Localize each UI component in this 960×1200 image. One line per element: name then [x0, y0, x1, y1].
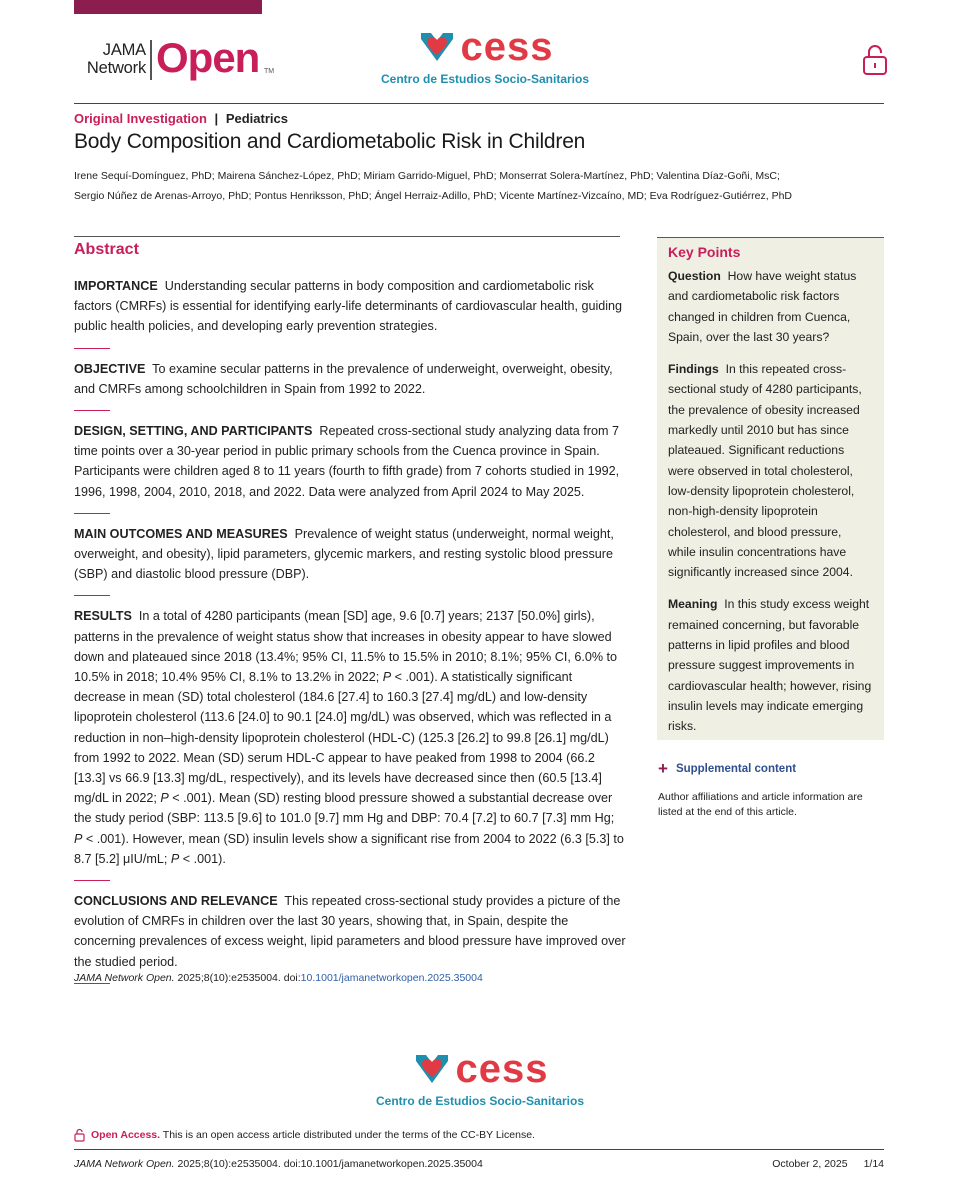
results-text-a: In a total of 4280 participants (mean [SD] age, 9.6 [0.7] years; 2137 [50.0%] girls), patterns in the prevalence of weight status show that increases in obesity appear to have slowed down and plateaued since 2018 (13.4%; 95% CI, 11.5% to 15.5% in 2010; 8.1%; 95% CI, 6.0% to 10.5% in 2018; 10.4% 95% CI, 8.1% to 13.2% in 2022; — [74, 609, 618, 685]
footer-citation — [74, 1158, 483, 1170]
footer-right — [700, 1158, 884, 1170]
section-divider — [74, 880, 110, 881]
findings-text: In this repeated cross-sectional study of 4280 participants, the prevalence of obesity increased markedly until 2010 but has since plateaued. Significant reductions were observed in total cholesterol, low-density lipoprotein cholesterol, non-high-density lipoprotein cholesterol, and blood pressure, while insulin concentrations have significantly increased since 2004. — [668, 362, 862, 580]
results-p-value: P — [382, 670, 392, 685]
logo-network-text: Network — [86, 59, 146, 77]
unlock-icon[interactable] — [862, 44, 888, 76]
logo-jama-text: JAMA — [102, 41, 146, 59]
section-separator: | — [214, 111, 219, 126]
article-subcategory: Pediatrics — [225, 111, 288, 126]
section-divider — [74, 595, 110, 596]
objective-label: OBJECTIVE — [74, 361, 146, 376]
results-label: RESULTS — [74, 609, 132, 624]
meaning-text: In this study excess weight remained concerning, but favorable patterns in lipid profiles and blood pressure suggest improvements in cardiovascular health; however, rising insulin levels may indicate emerging risks. — [668, 597, 872, 734]
question-label: Question — [668, 269, 721, 283]
abstract-conclusions — [74, 891, 626, 972]
jama-network-open-logo — [74, 34, 284, 82]
outcomes-label: MAIN OUTCOMES AND MEASURES — [74, 526, 288, 541]
key-points-question — [668, 266, 872, 347]
abstract-outcomes — [74, 524, 626, 585]
abstract-design — [74, 421, 626, 502]
cess-subtitle: Centro de Estudios Socio-Sanitarios — [375, 1094, 585, 1108]
design-text: Repeated cross-sectional study analyzing data from 7 time points over a 30-year period in public primary schools from the Cuenca province in Spain. Participants were children aged 8 to 11 years (fourth to fifth grade) from 7 cohorts studied in 1992, 1996, 1998, 2004, 2010, 2018, and 2022. Data were analyzed from April 2024 to May 2025. — [74, 424, 620, 499]
results-p-value: P — [170, 851, 180, 866]
section-divider — [74, 348, 110, 349]
design-label: DESIGN, SETTING, AND PARTICIPANTS — [74, 424, 313, 439]
findings-label: Findings — [668, 362, 719, 377]
open-access-label[interactable]: Open Access. — [91, 1129, 161, 1141]
results-text-e: < .001). — [179, 851, 226, 866]
article-citation — [74, 972, 483, 984]
citation-ref: 2025;8(10):e2535004. doi: — [174, 972, 301, 984]
footer-divider — [74, 1149, 884, 1150]
abstract-top-rule — [74, 236, 620, 237]
logo-trademark: TM — [264, 68, 275, 75]
open-access-text: This is an open access article distributed under the terms of the CC-BY License. — [160, 1129, 535, 1141]
key-points-findings — [668, 359, 872, 582]
results-p-value: P — [160, 791, 169, 806]
cess-wordmark: cess — [460, 25, 554, 69]
open-access-notice — [74, 1128, 535, 1142]
footer-journal: JAMA Network Open. — [74, 1158, 175, 1170]
logo-open-text: Open — [156, 34, 260, 81]
abstract-results — [74, 606, 626, 869]
question-text: How have weight status and cardiometabolic risk factors changed in children from Cuenca, Spain, over the last 30 years? — [668, 269, 857, 344]
abstract-heading: Abstract — [74, 241, 139, 258]
cess-wordmark: cess — [455, 1047, 549, 1091]
importance-label: IMPORTANCE — [74, 279, 158, 293]
key-points-box — [657, 237, 884, 740]
article-title: Body Composition and Cardiometabolic Risk in Children — [74, 130, 586, 153]
section-divider — [74, 410, 110, 411]
key-points-heading: Key Points — [668, 244, 741, 260]
importance-text: Understanding secular patterns in body composition and cardiometabolic risk factors (CMRFs) is essential for identifying early-life determinants of cardiovascular health, guiding public health policies, and developing early prevention strategies. — [74, 279, 623, 334]
cess-heart-icon — [412, 1051, 452, 1087]
results-text-d: < .001). However, mean (SD) insulin levels show a significant rise from 2004 to 2022 (6.3 [5.3] to 8.7 [5.2] μIU/mL; — [74, 831, 624, 866]
author-list — [74, 167, 884, 206]
supplemental-label: Supplemental content — [675, 763, 797, 775]
authors-line-2: Sergio Núñez de Arenas-Arroyo, PhD; Pontus Henriksson, PhD; Ángel Herraiz-Adillo, PhD; Vicente Martínez-Vizcaíno, MD; Eva Rodríguez-Gutiérrez, PhD — [74, 189, 793, 202]
open-access-lock-icon — [74, 1128, 85, 1142]
plus-icon: + — [658, 759, 668, 778]
footer-date: October 2, 2025 — [772, 1158, 848, 1170]
results-p-value: P — [74, 831, 83, 846]
results-text-c: < .001). Mean (SD) resting blood pressure showed a substantial decrease over the study period (SBP: 113.5 [9.6] to 101.0 [9.7] mm Hg and DBP: 70.4 [7.2] to 60.7 [7.3] mm Hg; — [74, 791, 615, 826]
citation-doi-link[interactable]: 10.1001/jamanetworkopen.2025.35004 — [300, 972, 483, 984]
footer-page-number: 1/14 — [863, 1158, 884, 1170]
header-divider — [74, 103, 884, 104]
supplemental-content-link[interactable] — [658, 759, 797, 778]
outcomes-text: Prevalence of weight status (underweight, normal weight, overweight, and obesity), lipid parameters, glycemic markers, and resting systolic blood pressure (SBP) and diastolic blood pressure (DBP). — [74, 526, 614, 582]
footer-ref: 2025;8(10):e2535004. doi:10.1001/jamanetworkopen.2025.35004 — [174, 1158, 483, 1170]
meaning-label: Meaning — [668, 597, 718, 612]
article-category[interactable]: Original Investigation — [74, 111, 207, 126]
article-section-line — [74, 111, 288, 126]
results-text-b: < .001). A statistically significant decrease in mean (SD) total cholesterol (184.6 [27.4] to 160.3 [27.4] mg/dL) and low-density lipoprotein cholesterol (113.6 [24.0] to 90.1 [24.0] mg/dL) was observed, which was reflected in a reduction in non–high-density lipoprotein cholesterol (HDL-C) (125.3 [26.2] to 99.8 [26.1] mg/dL) from 1992 to 2022. Mean (SD) serum HDL-C appear to have peaked from 1998 to 2004 (66.2 [13.3] vs 66.9 [13.3] mg/dL, respectively), and its levels have decreased since then (60.5 [13.4] mg/dL in 2022; — [74, 670, 612, 806]
section-divider — [74, 513, 110, 514]
cess-logo-bottom — [360, 1048, 600, 1108]
objective-text: To examine secular patterns in the prevalence of underweight, overweight, obesity, and CMRFs among schoolchildren in Spain from 1992 to 2022. — [74, 361, 613, 396]
abstract-body — [74, 276, 626, 994]
cess-heart-icon — [417, 29, 457, 65]
conclusions-text: This repeated cross-sectional study provides a picture of the evolution of CMRFs in children over the last 30 years, showing that, in Spain, despite the concerning prevalences of excess weight, lipid parameters and blood pressure have improved over the studied period. — [74, 894, 626, 969]
key-points-meaning — [668, 594, 872, 736]
authors-line-1: Irene Sequí-Domínguez, PhD; Mairena Sánchez-López, PhD; Miriam Garrido-Miguel, PhD; Monserrat Solera-Martínez, PhD; Valentina Díaz-Goñi, MsC; — [74, 170, 780, 182]
affiliations-note: Author affiliations and article information are listed at the end of this article. — [658, 791, 863, 818]
abstract-importance — [74, 276, 626, 337]
cess-subtitle: Centro de Estudios Socio-Sanitarios — [380, 72, 590, 86]
cess-logo-top — [380, 26, 590, 86]
conclusions-label: CONCLUSIONS AND RELEVANCE — [74, 894, 278, 909]
abstract-objective — [74, 359, 626, 399]
citation-journal: JAMA Network Open. — [74, 972, 175, 984]
top-accent-bar — [74, 0, 262, 14]
logo-separator — [150, 40, 152, 80]
